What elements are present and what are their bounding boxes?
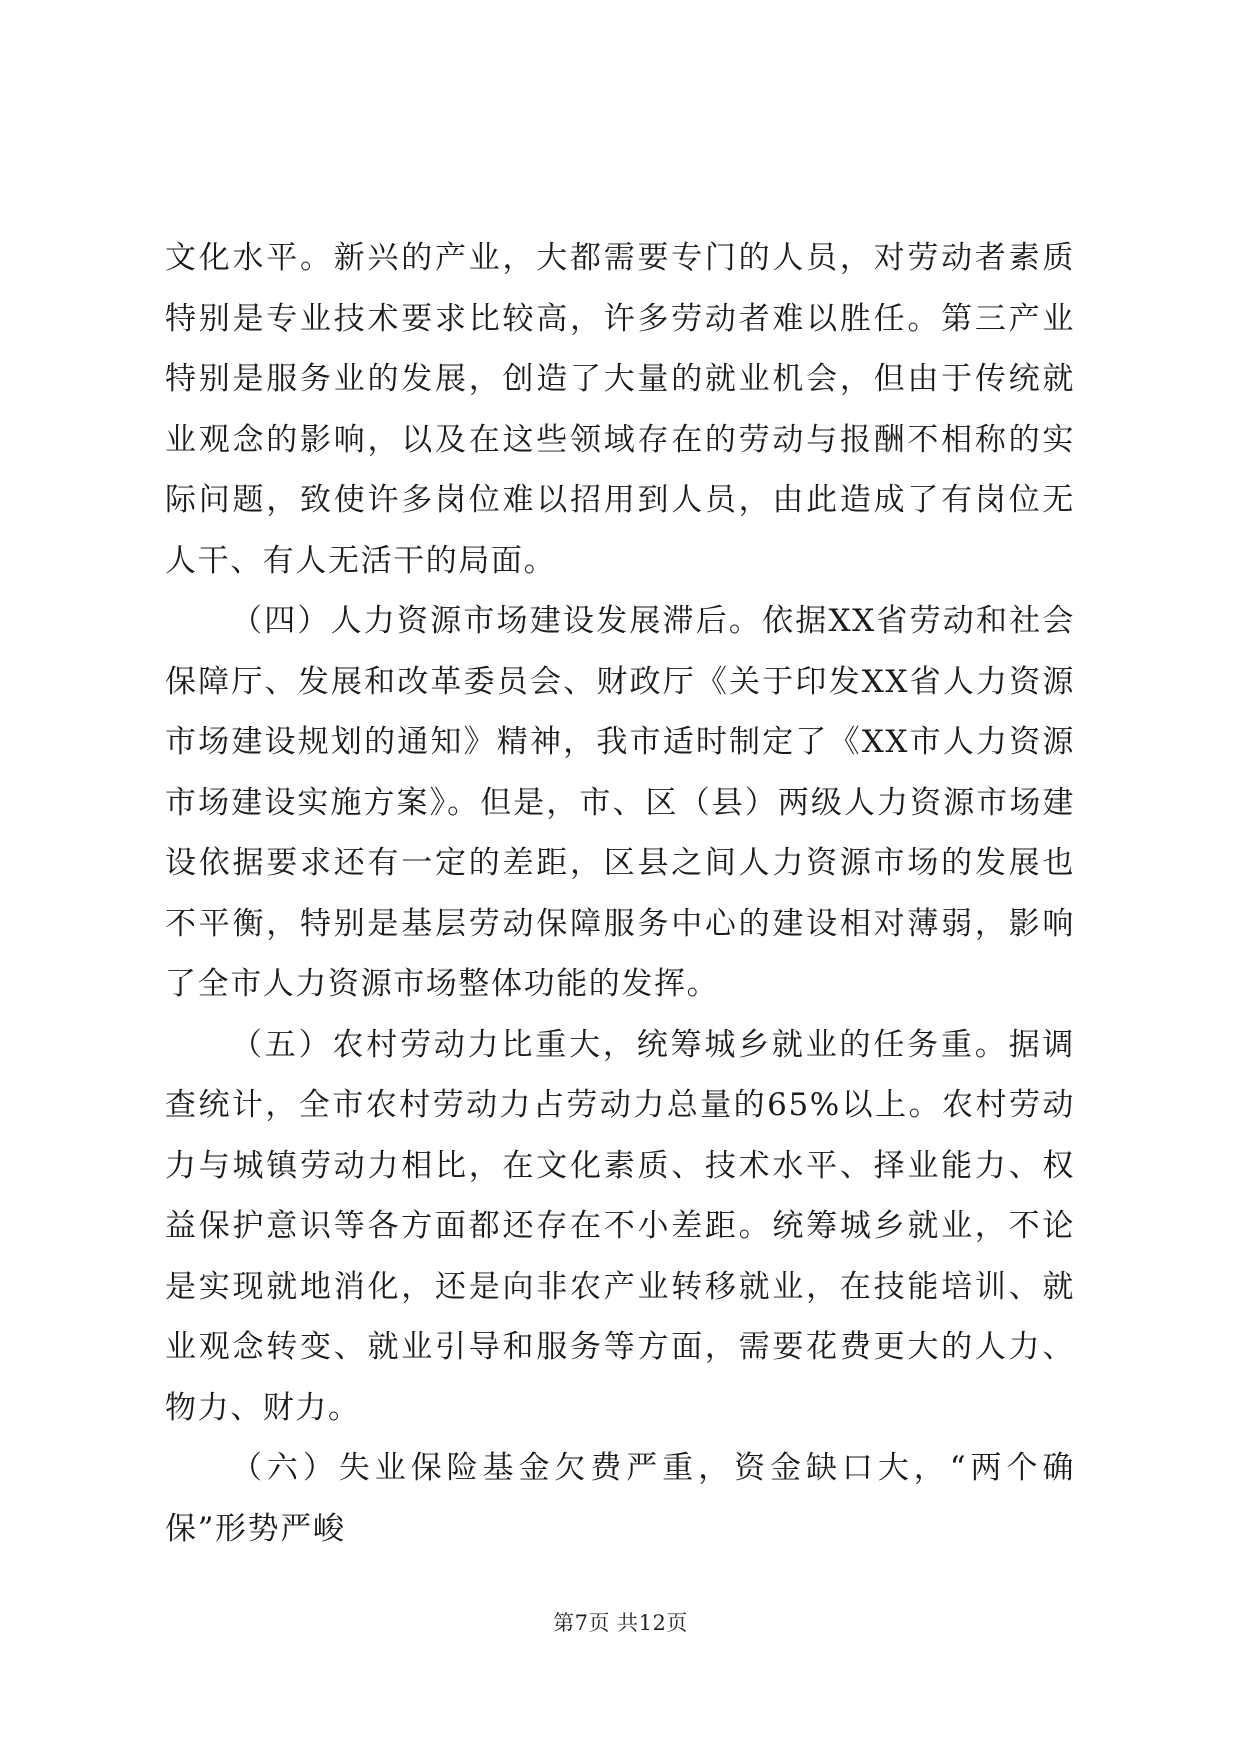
- paragraph-rural-labor: （五）农村劳动力比重大，统筹城乡就业的任务重。据调查统计，全市农村劳动力占劳动力总量的65%以上。农村劳动力与城镇劳动力相比，在文化素质、技术水平、择业能力、权益保护意识等各方面都还存在不小差距。统筹城乡就业，不论是实现就地消化，还是向非农产业转移就业，在技能培训、就业观念转变、就业引导和服务等方面，需要花费更大的人力、物力、财力。: [165, 1026, 1075, 1426]
- paragraph-unemployment-insurance: （六）失业保险基金欠费严重，资金缺口大，“两个确保”形势严峻: [165, 1450, 1075, 1547]
- paragraph-hr-market: （四）人力资源市场建设发展滞后。依据XX省劳动和社会保障厅、发展和改革委员会、财政厅《关于印发XX省人力资源市场建设规划的通知》精神，我市适时制定了《XX市人力资源市场建设实施方案》。但是，市、区（县）两级人力资源市场建设依据要求还有一定的差距，区县之间人力资源市场的发展也不平衡，特别是基层劳动保障服务中心的建设相对薄弱，影响了全市人力资源市场整体功能的发挥。: [165, 603, 1075, 1002]
- page-number-footer: 第7页 共12页: [553, 1611, 688, 1635]
- paragraph-continuation: 文化水平。新兴的产业，大都需要专门的人员，对劳动者素质特别是专业技术要求比较高，许多劳动者难以胜任。第三产业特别是服务业的发展，创造了大量的就业机会，但由于传统就业观念的影响，以及在这些领域存在的劳动与报酬不相称的实际问题，致使许多岗位难以招用到人员，由此造成了有岗位无人干、有人无活干的局面。: [165, 240, 1075, 579]
- document-body: [165, 228, 1075, 1559]
